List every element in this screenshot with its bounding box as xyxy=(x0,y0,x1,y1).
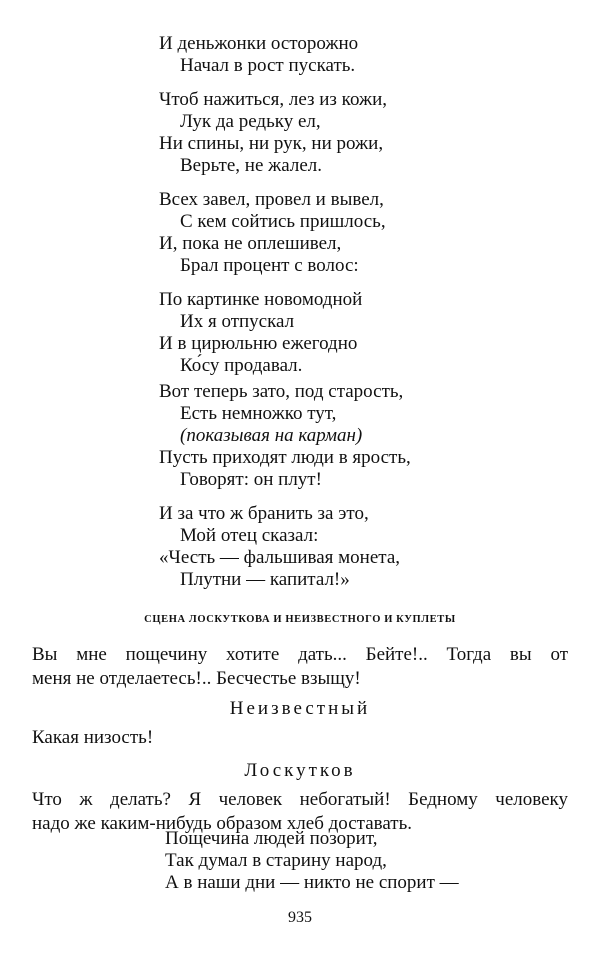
poem-line: Мой отец сказал: xyxy=(180,525,319,546)
poem-line: Ни спины, ни рук, ни рожи, xyxy=(159,133,384,154)
dialogue-line: надо же каким-нибудь образом хлеб доставать. xyxy=(32,813,413,834)
poem-line: Начал в рост пускать. xyxy=(180,55,356,76)
verse-line: А в наши дни — никто не спорит — xyxy=(165,872,459,893)
scene-heading: СЦЕНА ЛОСКУТКОВА И НЕИЗВЕСТНОГО И КУПЛЕТЫ xyxy=(144,614,456,625)
poem-line: Плутни — капитал!» xyxy=(180,569,350,590)
dialogue-line: Что ж делать? Я человек небогатый! Бедному человеку xyxy=(32,789,568,810)
poem-line: Верьте, не жалел. xyxy=(180,155,323,176)
poem-line: Говорят: он плут! xyxy=(180,469,322,490)
dialogue-line: меня не отделаетесь!.. Бесчестье взыщу! xyxy=(32,668,361,689)
poem-line: С кем сойтись пришлось, xyxy=(180,211,386,232)
verse-line: Так думал в старину народ, xyxy=(165,850,387,871)
poem-line: Чтоб нажиться, лез из кожи, xyxy=(159,89,388,110)
dialogue-line: Вы мне пощечину хотите дать... Бейте!.. Тогда вы от xyxy=(32,644,568,665)
poem-line: Всех завел, провел и вывел, xyxy=(159,189,384,210)
poem-line: И деньжонки осторожно xyxy=(159,33,359,54)
poem-line: И в цирюльню ежегодно xyxy=(159,333,358,354)
poem-line: Пусть приходят люди в ярость, xyxy=(159,447,411,468)
poem-line: Есть немножко тут, xyxy=(180,403,337,424)
verse-line: Пощечина людей позорит, xyxy=(165,828,378,849)
speaker-name: Неизвестный xyxy=(229,698,371,719)
stage-direction: (показывая на карман) xyxy=(180,425,363,446)
dialogue-line: Какая низость! xyxy=(32,727,154,748)
poem-line: Ко́су продавал. xyxy=(180,355,303,376)
poem-line: Их я отпускал xyxy=(180,311,295,332)
poem-line: Вот теперь зато, под старость, xyxy=(159,381,404,402)
poem-line: И, пока не оплешивел, xyxy=(159,233,342,254)
poem-line: Лук да редьку ел, xyxy=(180,111,321,132)
page-number: 935 xyxy=(288,909,312,926)
poem-line: «Честь — фальшивая монета, xyxy=(159,547,400,568)
dialogue-paragraph xyxy=(32,643,568,691)
poem-line: Брал процент с волос: xyxy=(180,255,359,276)
poem-line: И за что ж бранить за это, xyxy=(159,503,369,524)
speaker-name: Лоскутков xyxy=(244,760,356,781)
poem-line: По картинке новомодной xyxy=(159,289,363,310)
